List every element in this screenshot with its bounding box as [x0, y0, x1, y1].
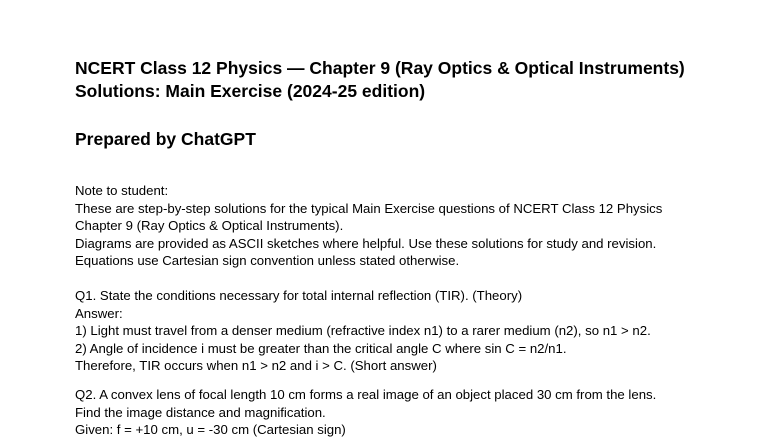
answer-label: Answer:	[75, 305, 123, 321]
note-line: Note to student:	[75, 183, 169, 198]
note-line: These are step-by-step solutions for the typical Main Exercise questions of NCERT Class 12 Physics	[75, 200, 663, 216]
given-line: Given: f = +10 cm, u = -30 cm (Cartesian sign)	[75, 422, 346, 438]
note-to-student	[75, 182, 662, 270]
question-text: Q1. State the conditions necessary for total internal reflection (TIR). (Theory)	[75, 288, 523, 303]
document-title	[75, 57, 685, 103]
question-1	[75, 287, 651, 375]
question-text: Find the image distance and magnification.	[75, 404, 326, 420]
answer-line: Therefore, TIR occurs when n1 > n2 and i > C. (Short answer)	[75, 358, 437, 374]
note-line: Chapter 9 (Ray Optics & Optical Instruments).	[75, 218, 344, 234]
answer-line: 2) Angle of incidence i must be greater than the critical angle C where sin C = n2/n1.	[75, 340, 567, 356]
answer-line: 1) Light must travel from a denser medium (refractive index n1) to a rarer medium (n2), so n1 > n2.	[75, 323, 651, 339]
question-2	[75, 386, 656, 439]
title-line: NCERT Class 12 Physics — Chapter 9 (Ray Optics & Optical Instruments)	[75, 58, 685, 78]
question-text: Q2. A convex lens of focal length 10 cm forms a real image of an object placed 30 cm from the lens.	[75, 387, 657, 402]
note-line: Diagrams are provided as ASCII sketches where helpful. Use these solutions for study and revision.	[75, 235, 657, 251]
title-line: Solutions: Main Exercise (2024-25 edition)	[75, 81, 426, 101]
note-line: Equations use Cartesian sign convention unless stated otherwise.	[75, 253, 460, 269]
document-author: Prepared by ChatGPT	[75, 129, 256, 149]
